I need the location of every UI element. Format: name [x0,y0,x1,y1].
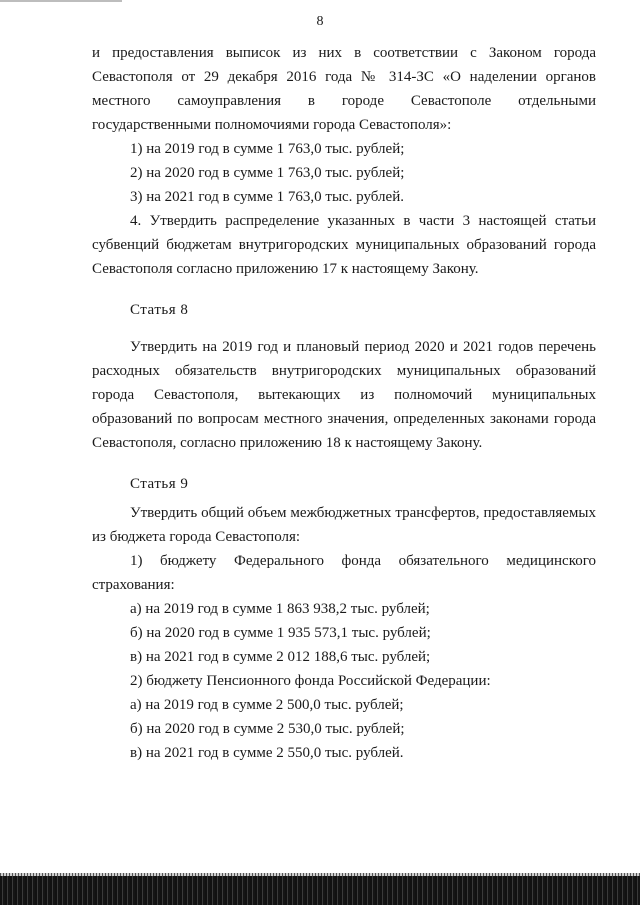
paragraph-line: государственными полномочиями города Севастополя»: [92,117,452,133]
list-subitem: в) на 2021 год в сумме 2 550,0 тыс. рублей. [130,745,404,761]
page-number: 8 [316,14,324,29]
list-subitem: в) на 2021 год в сумме 2 012 188,6 тыс. рублей; [130,649,431,665]
article-9-heading: Статья 9 [130,476,189,492]
list-item: страхования: [92,577,175,593]
list-item: 1) на 2019 год в сумме 1 763,0 тыс. рублей; [130,141,405,157]
paragraph-line: и предоставления выписок из них в соответствии с Законом города [92,45,596,61]
paragraph-line: местного самоуправления в городе Севастополе отдельными [92,93,596,109]
scan-edge-mark [0,0,122,2]
paragraph-line: Севастополя согласно приложению 17 к настоящему Закону. [92,261,479,277]
list-item: 1) бюджету Федерального фонда обязательного медицинского [130,553,596,569]
list-item: 2) бюджету Пенсионного фонда Российской Федерации: [130,673,491,689]
list-subitem: б) на 2020 год в сумме 1 935 573,1 тыс. рублей; [130,625,431,641]
paragraph-line: 4. Утвердить распределение указанных в части 3 настоящей статьи [130,213,596,229]
paragraph-line: субвенций бюджетам внутригородских муниципальных образований города [92,237,596,253]
article-8-heading: Статья 8 [130,302,189,318]
list-subitem: б) на 2020 год в сумме 2 530,0 тыс. рублей; [130,721,405,737]
paragraph-line: города Севастополя, вытекающих из полномочий муниципальных [92,387,596,403]
paragraph-line: Утвердить общий объем межбюджетных трансфертов, предоставляемых [130,505,596,521]
paragraph-line: из бюджета города Севастополя: [92,529,301,545]
paragraph-line: Севастополя, согласно приложению 18 к настоящему Закону. [92,435,483,451]
list-item: 2) на 2020 год в сумме 1 763,0 тыс. рублей; [130,165,405,181]
paragraph-line: Утвердить на 2019 год и плановый период 2020 и 2021 годов перечень [130,339,596,355]
list-subitem: а) на 2019 год в сумме 1 863 938,2 тыс. рублей; [130,601,430,617]
list-item: 3) на 2021 год в сумме 1 763,0 тыс. рублей. [130,189,404,205]
scan-noise-bar [0,876,640,905]
paragraph-line: образований по вопросам местного значения, определенных законами города [92,411,596,427]
list-subitem: а) на 2019 год в сумме 2 500,0 тыс. рублей; [130,697,404,713]
paragraph-line: Севастополя от 29 декабря 2016 года № 314-ЗС «О наделении органов [92,69,596,85]
paragraph-line: расходных обязательств внутригородских муниципальных образований [92,363,596,379]
